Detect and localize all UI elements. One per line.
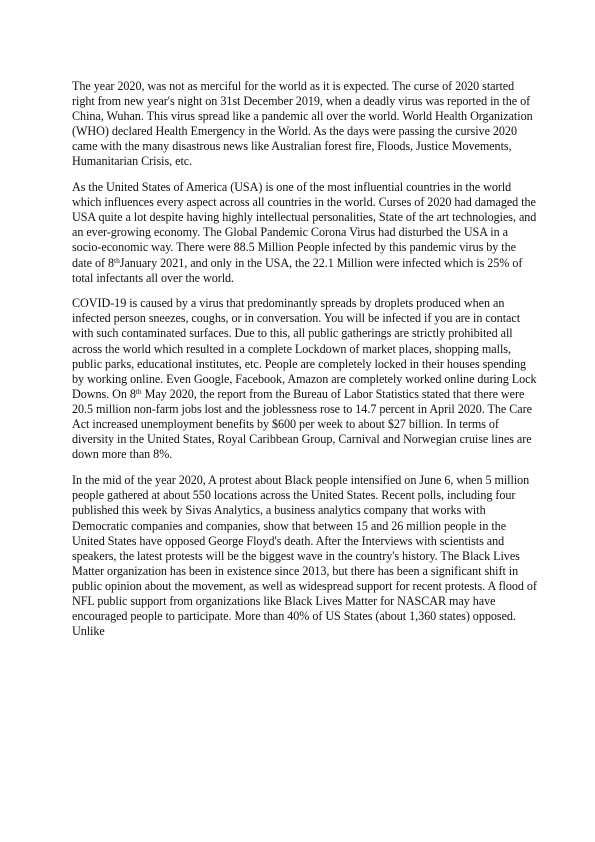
paragraph-2-part-1: As the United States of America (USA) is one of the most influential countries in the world which influences every aspect across all countries in the world. Curses of 2020 had damaged the USA quite a lot despite having highly intellectual personalities, State of the art technologies, and an ever-growing economy. The Global Pandemic Corona Virus had disturbed the USA in a socio-economic way. There were 88.5 Million People infected by this pandemic virus by the date of 8 bbox=[72, 180, 537, 270]
document-page bbox=[72, 79, 538, 651]
ordinal-suffix: th bbox=[114, 255, 120, 265]
paragraph-3 bbox=[72, 296, 538, 462]
paragraph-4: In the mid of the year 2020, A protest about Black people intensified on June 6, when 5 million people gathered at about 550 locations across the United States. Recent polls, including four published this week by Sivas Analytics, a business analytics company that works with Democratic companies and companies, show that between 15 and 26 million people in the United States have opposed George Floyd's death. After the Interviews with scientists and speakers, the latest protests will be the biggest wave in the country's history. The Black Lives Matter organization has been in existence since 2013, but there has been a significant shift in public opinion about the movement, as well as widespread support for recent protests. A flood of NFL public support from organizations like Black Lives Matter for NASCAR may have encouraged people to participate. More than 40% of US States (about 1,360 states) opposed. Unlike bbox=[72, 473, 537, 639]
paragraph-2-part-2: January 2021, and only in the USA, the 22.1 Million were infected which is 25% of total infectants all over the world. bbox=[72, 255, 523, 285]
ordinal-suffix: th bbox=[135, 386, 142, 396]
paragraph-3-part-2: May 2020, the report from the Bureau of Labor Statistics stated that there were 20.5 million non-farm jobs lost and the joblessness rose to 14.7 percent in April 2020. The Care Act increased unemployment benefits by $600 per week to about $27 billion. In terms of diversity in the United States, Royal Caribbean Group, Carnival and Norwegian cruise lines are down more than 8%. bbox=[72, 386, 532, 462]
paragraph-3-part-1: COVID-19 is caused by a virus that predominantly spreads by droplets produced when an infected person sneezes, coughs, or in conversation. You will be infected if you are in contact with such contaminated surfaces. Due to this, all public gatherings are strictly prohibited all across the world which resulted in a complete Lockdown of market places, shopping malls, public parks, educational institutes, etc. People are completely locked in their houses spending by working online. Even Google, Facebook, Amazon are completely worked online during Lock Downs. On 8 bbox=[72, 296, 537, 401]
paragraph-1: The year 2020, was not as merciful for the world as it is expected. The curse of 2020 started right from new year's night on 31st December 2019, when a deadly virus was reported in the of China, Wuhan. This virus spread like a pandemic all over the world. World Health Organization (WHO) declared Health Emergency in the World. As the days were passing the cursive 2020 came with the many disastrous news like Australian forest fire, Floods, Justice Movements, Humanitarian Crisis, etc. bbox=[72, 79, 533, 169]
paragraph-2 bbox=[72, 180, 538, 286]
